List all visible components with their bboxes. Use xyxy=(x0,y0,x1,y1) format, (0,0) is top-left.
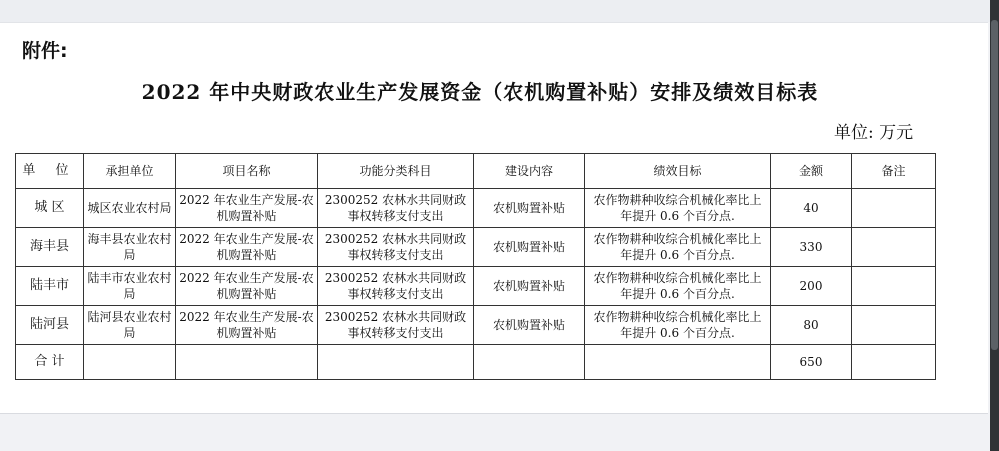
cell-remark xyxy=(852,267,936,306)
total-empty-cell xyxy=(318,345,474,380)
cell-undertaker: 陆河县农业农村局 xyxy=(84,306,176,345)
table-row xyxy=(16,267,936,306)
header-amount: 金额 xyxy=(771,154,852,189)
funding-table xyxy=(15,153,936,380)
table-total-row xyxy=(16,345,936,380)
cell-amount: 80 xyxy=(771,306,852,345)
header-remark: 备注 xyxy=(852,154,936,189)
cell-content: 农机购置补贴 xyxy=(474,228,585,267)
cell-project: 2022 年农业生产发展-农机购置补贴 xyxy=(176,306,318,345)
cell-content: 农机购置补贴 xyxy=(474,267,585,306)
cell-category: 2300252 农林水共同财政事权转移支付支出 xyxy=(318,189,474,228)
cell-amount: 40 xyxy=(771,189,852,228)
cell-project: 2022 年农业生产发展-农机购置补贴 xyxy=(176,267,318,306)
cell-target: 农作物耕种收综合机械化率比上年提升 0.6 个百分点. xyxy=(585,228,771,267)
table-row xyxy=(16,228,936,267)
scrollbar-thumb[interactable] xyxy=(991,20,998,350)
header-undertaker: 承担单位 xyxy=(84,154,176,189)
total-empty-cell xyxy=(84,345,176,380)
attachment-label: 附件: xyxy=(22,40,68,62)
header-category: 功能分类科目 xyxy=(318,154,474,189)
cell-category: 2300252 农林水共同财政事权转移支付支出 xyxy=(318,228,474,267)
cell-content: 农机购置补贴 xyxy=(474,306,585,345)
cell-target: 农作物耕种收综合机械化率比上年提升 0.6 个百分点. xyxy=(585,306,771,345)
cell-category: 2300252 农林水共同财政事权转移支付支出 xyxy=(318,306,474,345)
table-header-row xyxy=(16,154,936,189)
cell-content: 农机购置补贴 xyxy=(474,189,585,228)
header-unit: 单 位 xyxy=(16,154,84,189)
cell-project: 2022 年农业生产发展-农机购置补贴 xyxy=(176,228,318,267)
cell-unit: 城 区 xyxy=(16,189,84,228)
table-row xyxy=(16,189,936,228)
top-bar xyxy=(0,0,999,22)
cell-unit: 海丰县 xyxy=(16,228,84,267)
total-empty-cell xyxy=(585,345,771,380)
cell-target: 农作物耕种收综合机械化率比上年提升 0.6 个百分点. xyxy=(585,189,771,228)
table-row xyxy=(16,306,936,345)
cell-undertaker: 城区农业农村局 xyxy=(84,189,176,228)
vertical-scrollbar[interactable] xyxy=(990,0,999,451)
cell-category: 2300252 农林水共同财政事权转移支付支出 xyxy=(318,267,474,306)
header-content: 建设内容 xyxy=(474,154,585,189)
cell-undertaker: 陆丰市农业农村局 xyxy=(84,267,176,306)
cell-remark xyxy=(852,306,936,345)
total-empty-cell xyxy=(474,345,585,380)
cell-project: 2022 年农业生产发展-农机购置补贴 xyxy=(176,189,318,228)
total-empty-cell xyxy=(852,345,936,380)
document-title: 2022 年中央财政农业生产发展资金（农机购置补贴）安排及绩效目标表 xyxy=(141,80,819,104)
cell-undertaker: 海丰县农业农村局 xyxy=(84,228,176,267)
header-project: 项目名称 xyxy=(176,154,318,189)
cell-unit: 陆丰市 xyxy=(16,267,84,306)
total-label: 合 计 xyxy=(16,345,84,380)
cell-remark xyxy=(852,228,936,267)
cell-amount: 200 xyxy=(771,267,852,306)
cell-remark xyxy=(852,189,936,228)
total-amount: 650 xyxy=(771,345,852,380)
header-target: 绩效目标 xyxy=(585,154,771,189)
unit-label: 单位: 万元 xyxy=(834,123,914,143)
cell-target: 农作物耕种收综合机械化率比上年提升 0.6 个百分点. xyxy=(585,267,771,306)
total-empty-cell xyxy=(176,345,318,380)
cell-unit: 陆河县 xyxy=(16,306,84,345)
cell-amount: 330 xyxy=(771,228,852,267)
